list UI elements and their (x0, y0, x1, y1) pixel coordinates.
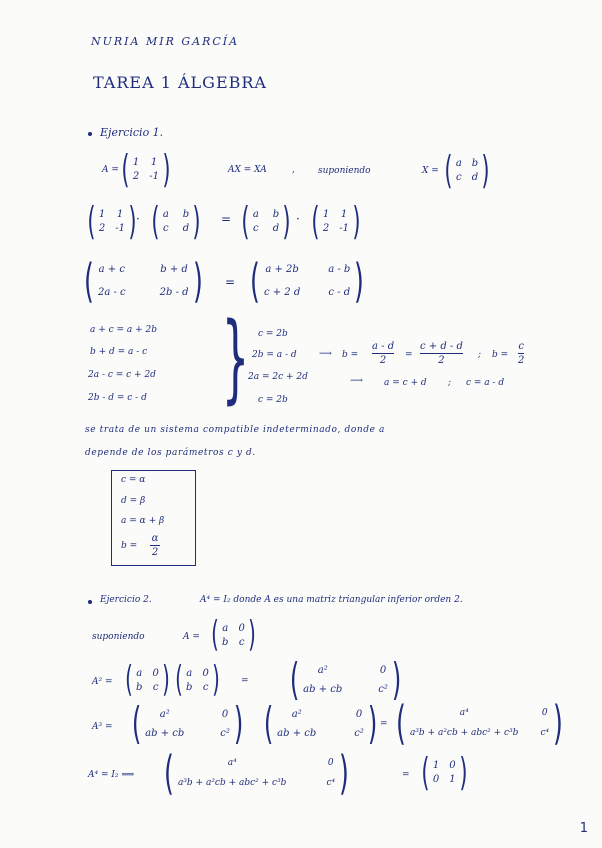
equals: = (380, 719, 388, 729)
a-cubed-result: ( a⁴ 0 a³b + a²cb + abc² + c³b c⁴ ) (396, 696, 564, 750)
identity-matrix: ( 1 0 0 1 ) (421, 750, 468, 794)
equals: = (405, 350, 413, 360)
solution-line-2: 2b = a - d (252, 350, 297, 360)
fraction-1: a - d 2 (372, 341, 395, 366)
system-brace: } (221, 302, 250, 414)
system-eq-1: a + c = a + 2b (90, 325, 158, 335)
solution-line-3: 2a = 2c + 2d (248, 372, 308, 382)
matrix-result-right: ( a + 2b a - b c + 2 d c - d ) (250, 254, 365, 308)
b-equals-2: b = (492, 350, 509, 360)
exercise-2-heading: Ejercicio 2. (100, 595, 152, 605)
a-squared-result: ( a² 0 ab + cb c² ) (289, 654, 402, 705)
system-eq-2: b + d = a - c (90, 347, 148, 357)
a-cubed-factor-2: ( a² 0 ab + cb c² ) (263, 698, 378, 749)
arrow-icon: ⟶ (350, 376, 363, 386)
answer-b-fraction: α 2 (151, 533, 159, 558)
a-cubed-label: A³ = (92, 722, 113, 732)
a-cubed-factor-1: ( a² 0 ab + cb c² ) (131, 698, 244, 749)
semicolon: ; (448, 378, 452, 388)
semicolon: ; (478, 350, 482, 360)
page-number: 1 (579, 821, 588, 836)
exercise-2-statement: A⁴ = I₂ donde A es una matriz triangular inferior orden 2. (200, 595, 463, 605)
conclusion-line-1: se trata de un sistema compatible indeterminado, donde a (85, 425, 385, 435)
matrix-result-left: ( a + c b + d 2a - c 2b - d ) (84, 254, 203, 308)
x-definition: X = (422, 166, 439, 176)
dot: · (136, 212, 140, 226)
system-eq-3: 2a - c = c + 2d (88, 370, 156, 380)
page-title: TAREA 1 ÁLGEBRA (93, 73, 267, 92)
c-solution: c = a - d (466, 378, 505, 388)
arrow-icon: ⟶ (319, 349, 332, 359)
a-fourth-result: ( a⁴ 0 a³b + a²cb + abc² + c³b c⁴ ) (164, 746, 350, 800)
equals: = (402, 770, 410, 780)
a-fourth-label: A⁴ = I₂ ⟹ (88, 770, 135, 780)
comma: , (292, 165, 295, 175)
matrix-a-triangular: ( a 0 b c ) (211, 614, 256, 655)
suponiendo-text: suponiendo (318, 166, 371, 176)
a-squared-factor-1: ( a 0 b c ) (125, 659, 170, 700)
matrix-product-right-1: ( a b c d ) (241, 199, 291, 243)
a-definition: A = (102, 165, 119, 175)
matrix-product-left-2: ( a b c d ) (151, 199, 201, 243)
equals: = (241, 676, 249, 686)
dot: · (296, 212, 300, 226)
fraction-3: c 2 (518, 341, 525, 366)
equals: = (221, 212, 232, 226)
exercise-1-heading: Ejercicio 1. (100, 126, 164, 139)
answer-a: a = α + β (121, 516, 165, 526)
author-name: NURIA MIR GARCÍA (91, 35, 240, 48)
answer-b: b = (121, 541, 138, 551)
solution-line-4: c = 2b (258, 395, 288, 405)
matrix-product-right-2: ( 1 1 2 -1 ) (311, 199, 361, 243)
answer-d: d = β (121, 496, 146, 506)
answer-c: c = α (121, 475, 146, 485)
matrix-product-left-1: ( 1 1 2 -1 ) (87, 199, 137, 243)
a-squared-label: A² = (92, 677, 113, 687)
a-squared-factor-2: ( a 0 b c ) (175, 659, 220, 700)
matrix-x: ( a b c d ) (444, 148, 490, 192)
fraction-2: c + d - d 2 (420, 341, 463, 366)
a-definition-2: A = (183, 632, 200, 642)
bullet (88, 132, 92, 136)
commutation-equation: AX = XA (228, 165, 267, 175)
bullet (88, 600, 92, 604)
matrix-a: ( 1 1 2 -1 ) (121, 147, 171, 191)
suponiendo-text-2: suponiendo (92, 632, 145, 642)
conclusion-line-2: depende de los parámetros c y d. (85, 448, 256, 458)
system-eq-4: 2b - d = c - d (88, 393, 147, 403)
a-solution: a = c + d (384, 378, 427, 388)
equals: = (225, 275, 236, 289)
solution-line-1: c = 2b (258, 329, 288, 339)
b-equals: b = (342, 350, 359, 360)
